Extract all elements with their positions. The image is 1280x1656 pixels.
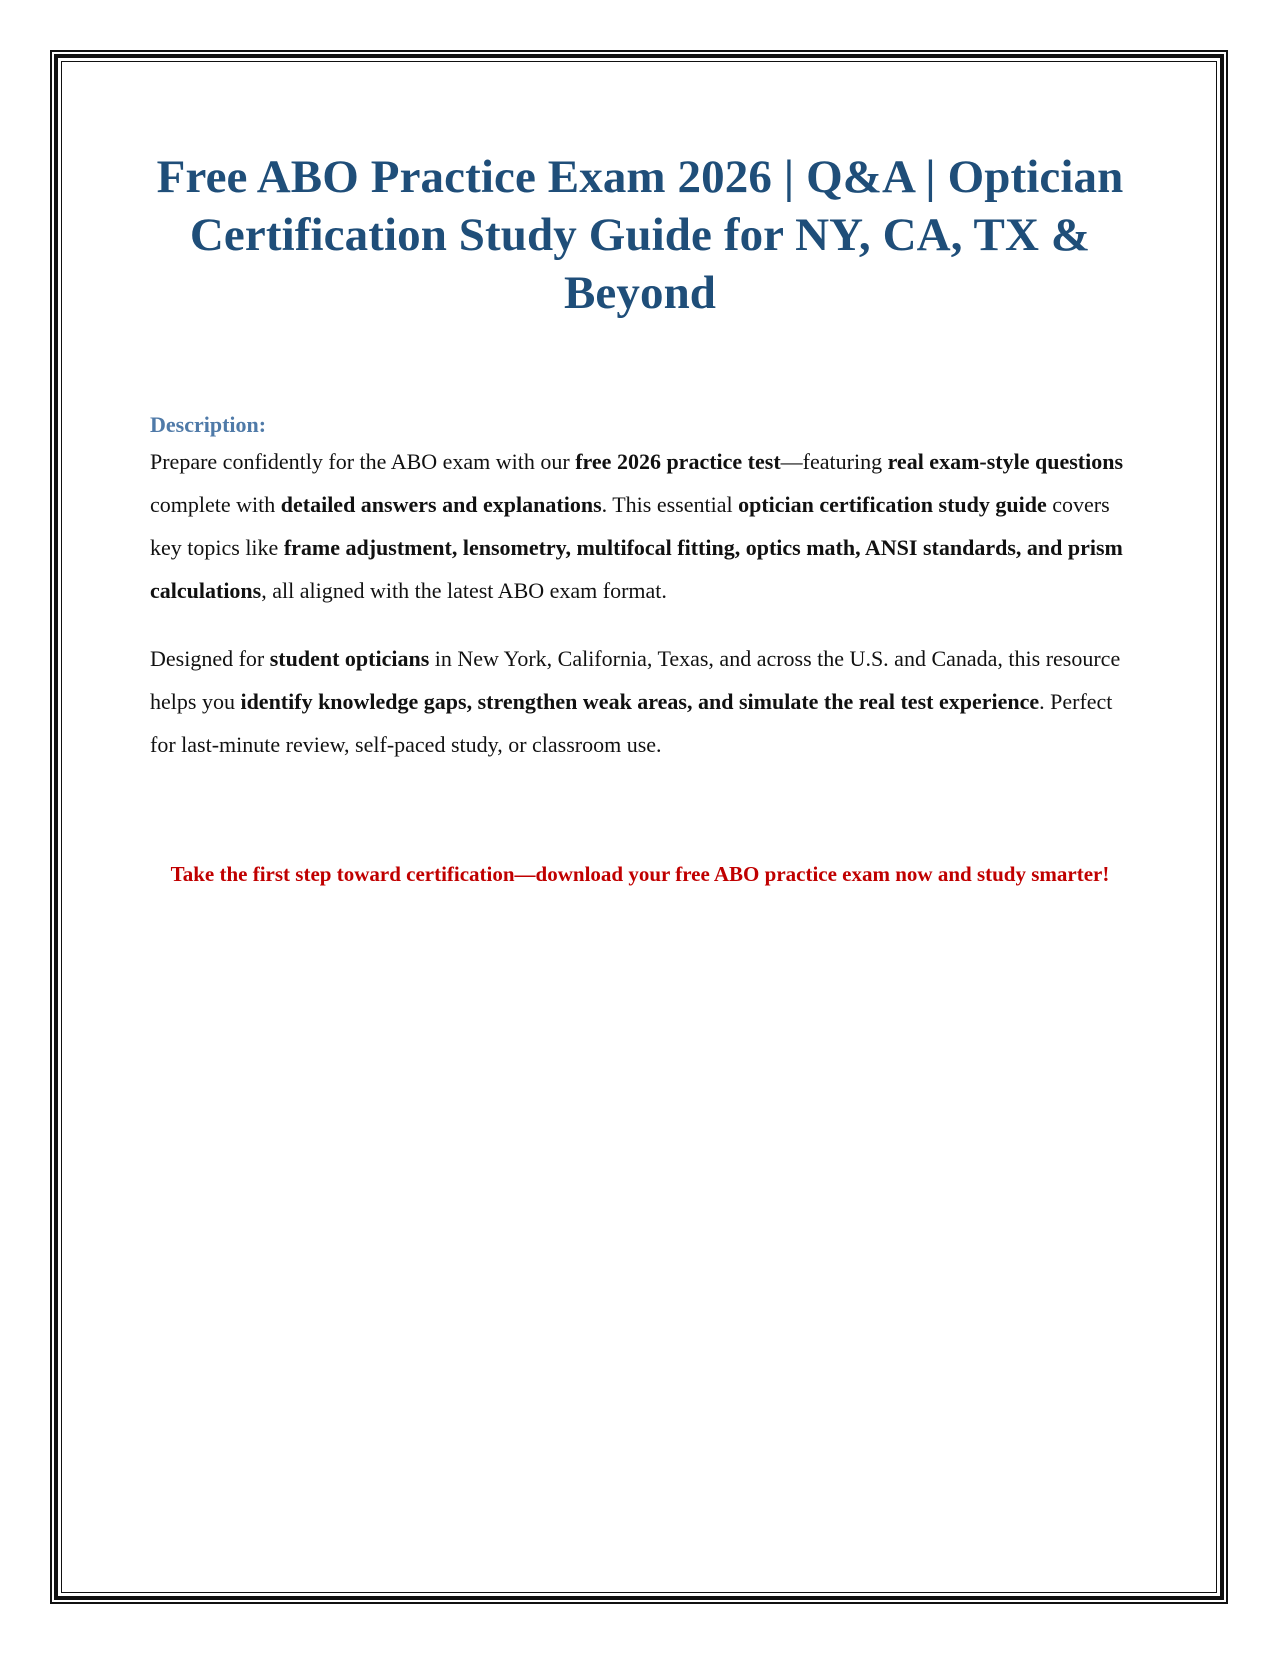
document-title: Free ABO Practice Exam 2026 | Q&A | Optician Certification Study Guide for NY, CA, TX & Beyond (156, 151, 1124, 319)
call-to-action: Take the first step toward certification—download your free ABO practice exam now and study smarter! (170, 862, 1110, 886)
document-content (150, 148, 1130, 894)
p1-bold-5: frame adjustment, lensometry, multifocal fitting, optics math, ANSI standards, and prism calculations (150, 535, 1123, 603)
description-paragraph-2 (150, 637, 1130, 766)
p1-text-2: —featuring (780, 449, 888, 474)
p2-bold-2: identify knowledge gaps, strengthen weak areas, and simulate the real test experience (240, 689, 1040, 714)
p2-text-3: . Perfect for last-minute review, self-paced study, or classroom use. (150, 689, 1113, 757)
p1-bold-1: free 2026 practice test (575, 449, 781, 474)
p1-bold-2: real exam-style questions (887, 449, 1124, 474)
p1-text-4: . This essential (601, 492, 739, 517)
p1-bold-4: optician certification study guide (738, 492, 1047, 517)
p1-text-6: , all aligned with the latest ABO exam format. (261, 578, 667, 603)
description-paragraph-1 (150, 440, 1130, 612)
p2-text-1: Designed for (150, 646, 270, 671)
p1-text-3: complete with (150, 492, 281, 517)
p2-bold-1: student opticians (269, 646, 430, 671)
description-label: Description: (150, 412, 267, 437)
p1-text-5: covers key topics like (150, 492, 1110, 560)
p1-bold-3: detailed answers and explanations (280, 492, 602, 517)
p1-text-1: Prepare confidently for the ABO exam with our (150, 449, 576, 474)
p2-text-2: in New York, California, Texas, and across the U.S. and Canada, this resource helps you (150, 646, 1121, 714)
